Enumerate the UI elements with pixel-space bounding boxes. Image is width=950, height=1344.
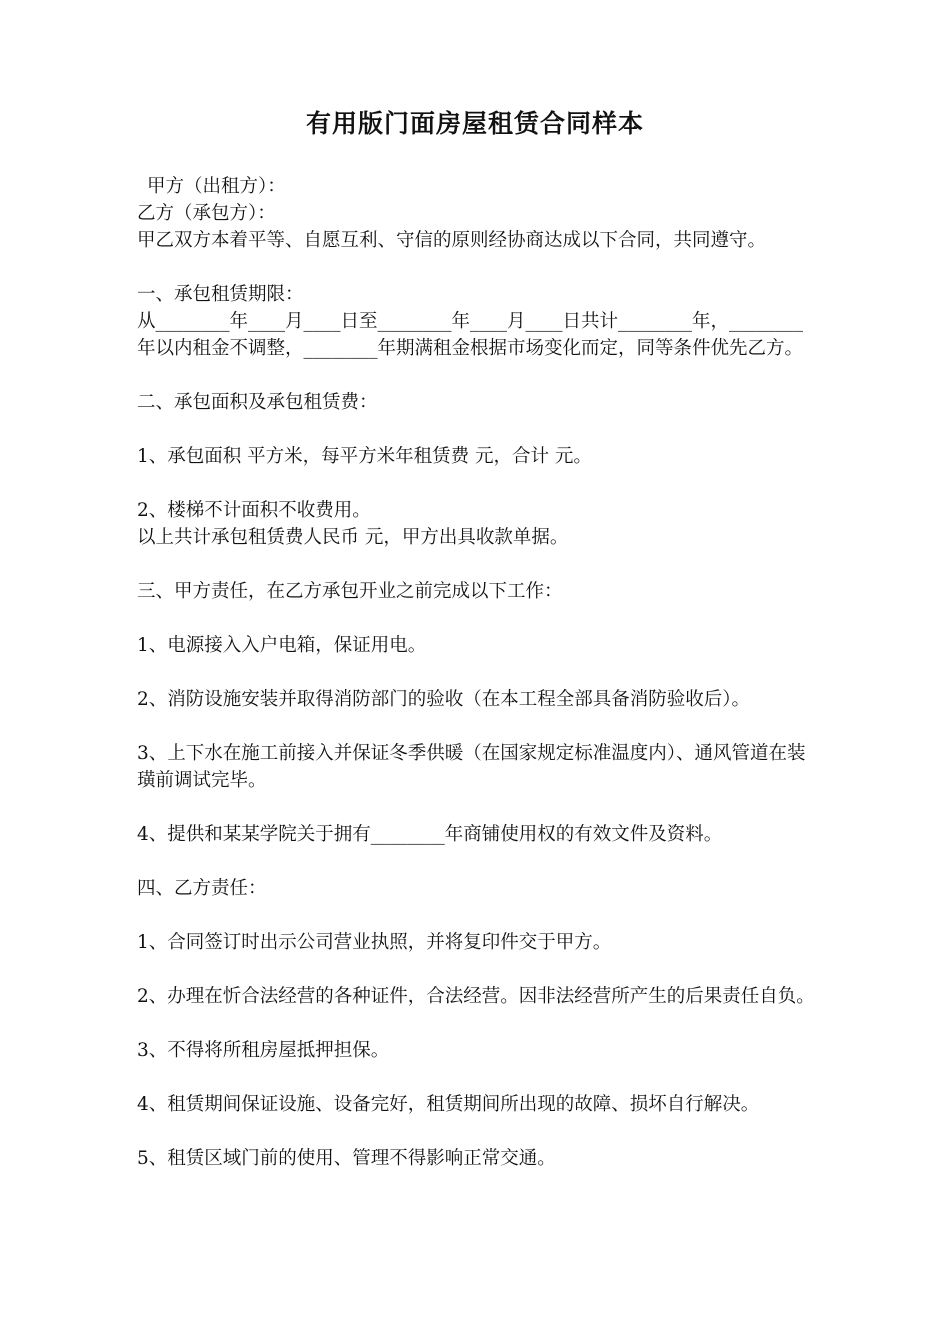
party-a-item-3: 3、上下水在施工前接入并保证冬季供暖（在国家规定标准温度内）、通风管道在装璜前调试完毕。 [137, 743, 806, 791]
party-b-item-1: 1、合同签订时出示公司营业执照，并将复印件交于甲方。 [137, 932, 612, 953]
section-heading-term: 一、承包租赁期限： [137, 284, 304, 305]
section-heading-party-a: 三、甲方责任，在乙方承包开业之前完成以下工作： [137, 581, 563, 602]
party-a-item-1: 1、电源接入入户电箱，保证用电。 [137, 635, 427, 656]
party-b-line: 乙方（承包方）： [137, 203, 276, 224]
area-fee-total: 以上共计承包租赁费人民币 元，甲方出具收款单据。 [137, 527, 569, 548]
document-body [137, 173, 817, 1172]
party-b-item-3: 3、不得将所租房屋抵押担保。 [137, 1040, 390, 1061]
party-b-item-2: 2、办理在忻合法经营的各种证件，合法经营。因非法经营所产生的后果责任自负。 [137, 986, 815, 1007]
preamble-paragraph: 甲乙双方本着平等、自愿互利、守信的原则经协商达成以下合同，共同遵守。 [137, 230, 767, 251]
section-heading-party-b: 四、乙方责任： [137, 878, 267, 899]
party-b-item-5: 5、租赁区域门前的使用、管理不得影响正常交通。 [137, 1148, 556, 1169]
party-b-item-4: 4、租赁期间保证设施、设备完好，租赁期间所出现的故障、损坏自行解决。 [137, 1094, 760, 1115]
party-a-item-2: 2、消防设施安装并取得消防部门的验收（在本工程全部具备消防验收后）。 [137, 689, 751, 710]
document-title: 有用版门面房屋租赁合同样本 [305, 109, 644, 138]
party-a-item-4: 4、提供和某某学院关于拥有________年商铺使用权的有效文件及资料。 [137, 824, 723, 845]
section-heading-area-fee: 二、承包面积及承包租赁费： [137, 392, 378, 413]
party-a-line: 甲方（出租方）： [147, 176, 286, 197]
area-fee-item-2: 2、楼梯不计面积不收费用。 [137, 500, 371, 521]
term-paragraph: 从________年____月____日至________年____月____日共计________年，________年以内租金不调整，________年期满租金根据市场变化而定，同等条件优先乙方。 [137, 311, 804, 359]
area-fee-item-1: 1、承包面积 平方米，每平方米年租赁费 元，合计 元。 [137, 446, 592, 467]
